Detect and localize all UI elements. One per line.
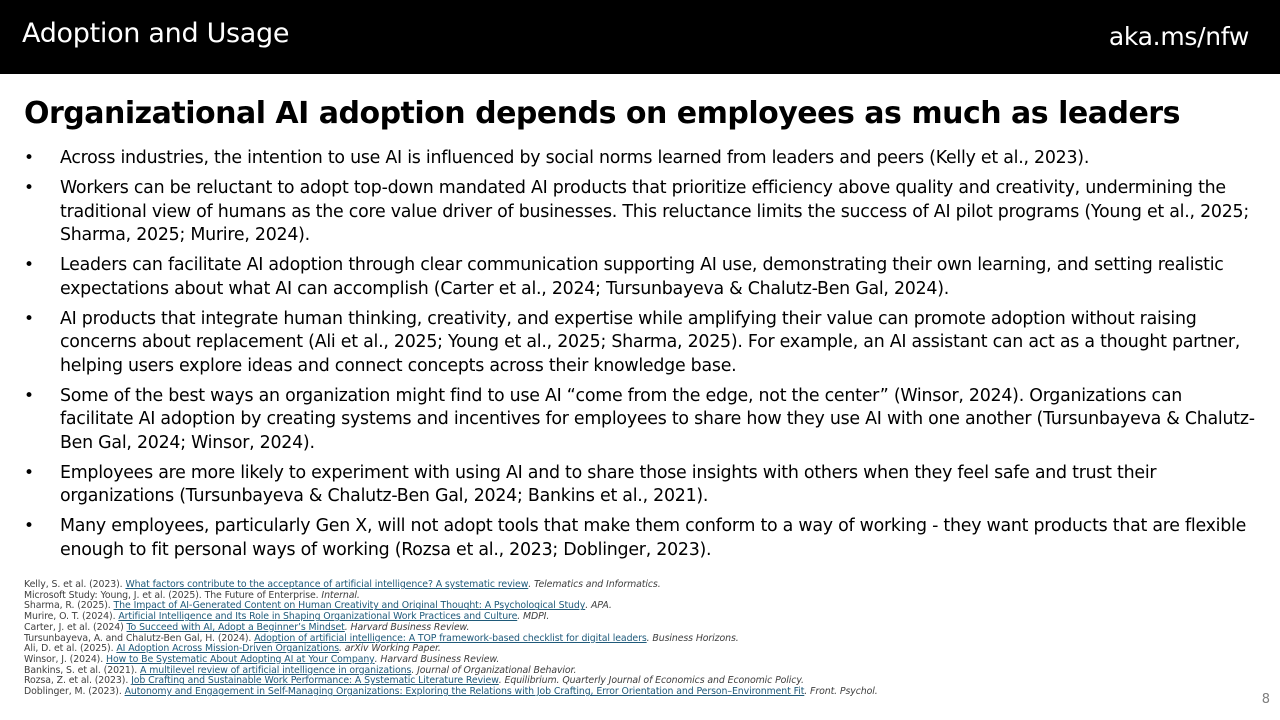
bullet-text: Leaders can facilitate AI adoption through clear communication supporting AI use, demonstrating their own learning, and setting realistic expectations about what AI can accomplish (Carter et al., 2024; Tursunbayeva & Chalutz-Ben Gal, 2024). <box>60 255 1224 299</box>
bullet-icon: • <box>24 178 34 198</box>
reference-authors: Winsor, J. (2024). <box>24 653 107 665</box>
reference-link[interactable]: The Impact of AI-Generated Content on Human Creativity and Original Thought: A Psychological Study <box>113 600 586 612</box>
reference-item <box>24 687 1224 698</box>
reference-link[interactable]: Adoption of artificial intelligence: A TOP framework-based checklist for digital leaders <box>254 632 647 644</box>
short-link[interactable]: aka.ms/nfw <box>1108 22 1249 51</box>
bullet-icon: • <box>24 308 34 329</box>
bullet-icon: • <box>24 516 34 536</box>
bullet-icon: • <box>24 385 34 406</box>
slide-title: Organizational AI adoption depends on employees as much as leaders <box>24 96 1180 131</box>
reference-source: . Equilibrium. Quarterly Journal of Economics and Economic Policy. <box>498 675 804 687</box>
reference-link[interactable]: Artificial Intelligence and Its Role in Shaping Organizational Work Practices and Culture <box>118 611 518 623</box>
bullet-text: Many employees, particularly Gen X, will not adopt tools that make them conform to a way of working - they want products that are flexible enough to fit personal ways of working (Rozsa et al., 2023; Doblinger, 2023). <box>60 516 1247 560</box>
reference-authors: Bankins, S. et al. (2021). <box>24 664 141 676</box>
bullet-text: Some of the best ways an organization might find to use AI “come from the edge, not the center” (Winsor, 2024). Organizations can facilitate AI adoption by creating systems and incentives for employees to share how they use AI with one another (Tursunbayeva & Chalutz-Ben Gal, 2024; Winsor, 2024). <box>60 385 1255 453</box>
reference-authors: Doblinger, M. (2023). <box>24 686 125 698</box>
reference-authors: Ali, D. et al. (2025). <box>24 643 117 655</box>
reference-authors: Microsoft Study: Young, J. et al. (2025). The Future of Enterprise. <box>24 589 322 601</box>
reference-source: . Journal of Organizational Behavior. <box>411 664 577 676</box>
bullet-text: Across industries, the intention to use AI is influenced by social norms learned from leaders and peers (Kelly et al., 2023). <box>60 148 1090 168</box>
bullet-item <box>24 385 1260 456</box>
reference-link[interactable]: Autonomy and Engagement in Self-Managing Organizations: Exploring the Relations with Job Crafting, Error Orientation and Person–Environment Fit <box>124 686 805 698</box>
bullet-item <box>24 515 1260 562</box>
section-title: Adoption and Usage <box>22 18 290 49</box>
bullet-item <box>24 147 1260 171</box>
reference-source: . Harvard Business Review. <box>374 653 500 665</box>
reference-source: . Telematics and Informatics. <box>528 579 661 590</box>
bullet-text: Employees are more likely to experiment with using AI and to share those insights with others when they feel safe and trust their organizations (Tursunbayeva & Chalutz-Ben Gal, 2024; Bankins et al., 2021). <box>60 462 1157 506</box>
reference-authors: Sharma, R. (2025). <box>24 600 114 612</box>
header-bar <box>0 0 1280 74</box>
reference-authors: Kelly, S. et al. (2023). <box>24 579 126 590</box>
reference-source: Internal. <box>321 589 360 601</box>
reference-link[interactable]: What factors contribute to the acceptance of artificial intelligence? A systematic review <box>125 579 529 590</box>
reference-authors: Carter, J. et al. (2024) <box>24 621 127 633</box>
bullet-icon: • <box>24 148 34 168</box>
bullet-icon: • <box>24 255 34 275</box>
reference-link[interactable]: To Succeed with AI, Adopt a Beginner’s Mindset <box>126 621 345 633</box>
reference-source: . Business Horizons. <box>646 632 739 644</box>
bullet-item <box>24 254 1260 301</box>
bullet-list <box>24 147 1260 569</box>
reference-source: . arXiv Working Paper. <box>339 643 441 655</box>
bullet-text: Workers can be reluctant to adopt top-down mandated AI products that prioritize efficiency above quality and creativity, undermining the traditional view of humans as the core value driver of businesses. This reluctance limits the success of AI pilot programs (Young et al., 2025; Sharma, 2025; Murire, 2024). <box>60 178 1249 245</box>
bullet-text: AI products that integrate human thinking, creativity, and expertise while amplifying their value can promote adoption without raising concerns about replacement (Ali et al., 2025; Young et al., 2025; Sharma, 2025). For example, an AI assistant can act as a thought partner, helping users explore ideas and connect concepts across their knowledge base. <box>60 308 1241 376</box>
reference-link[interactable]: AI Adoption Across Mission-Driven Organizations <box>116 643 340 655</box>
reference-source: . MDPI. <box>517 611 550 623</box>
reference-authors: Murire, O. T. (2024). <box>24 611 119 623</box>
reference-source: . Front. Psychol. <box>804 686 878 698</box>
reference-link[interactable]: A multilevel review of artificial intelligence in organizations <box>140 664 412 676</box>
reference-authors: Rozsa, Z. et al. (2023). <box>24 675 132 687</box>
reference-source: . Harvard Business Review. <box>344 621 470 633</box>
reference-link[interactable]: Job Crafting and Sustainable Work Performance: A Systematic Literature Review <box>131 675 499 687</box>
bullet-item <box>24 177 1260 248</box>
bullet-item <box>24 308 1260 379</box>
reference-link[interactable]: How to Be Systematic About Adopting AI at Your Company <box>106 653 375 665</box>
bullet-item <box>24 462 1260 509</box>
reference-source: . APA. <box>585 600 612 612</box>
bullet-icon: • <box>24 462 34 483</box>
page-number: 8 <box>1261 692 1270 707</box>
references <box>24 580 1224 698</box>
reference-authors: Tursunbayeva, A. and Chalutz-Ben Gal, H. (2024). <box>24 632 255 644</box>
